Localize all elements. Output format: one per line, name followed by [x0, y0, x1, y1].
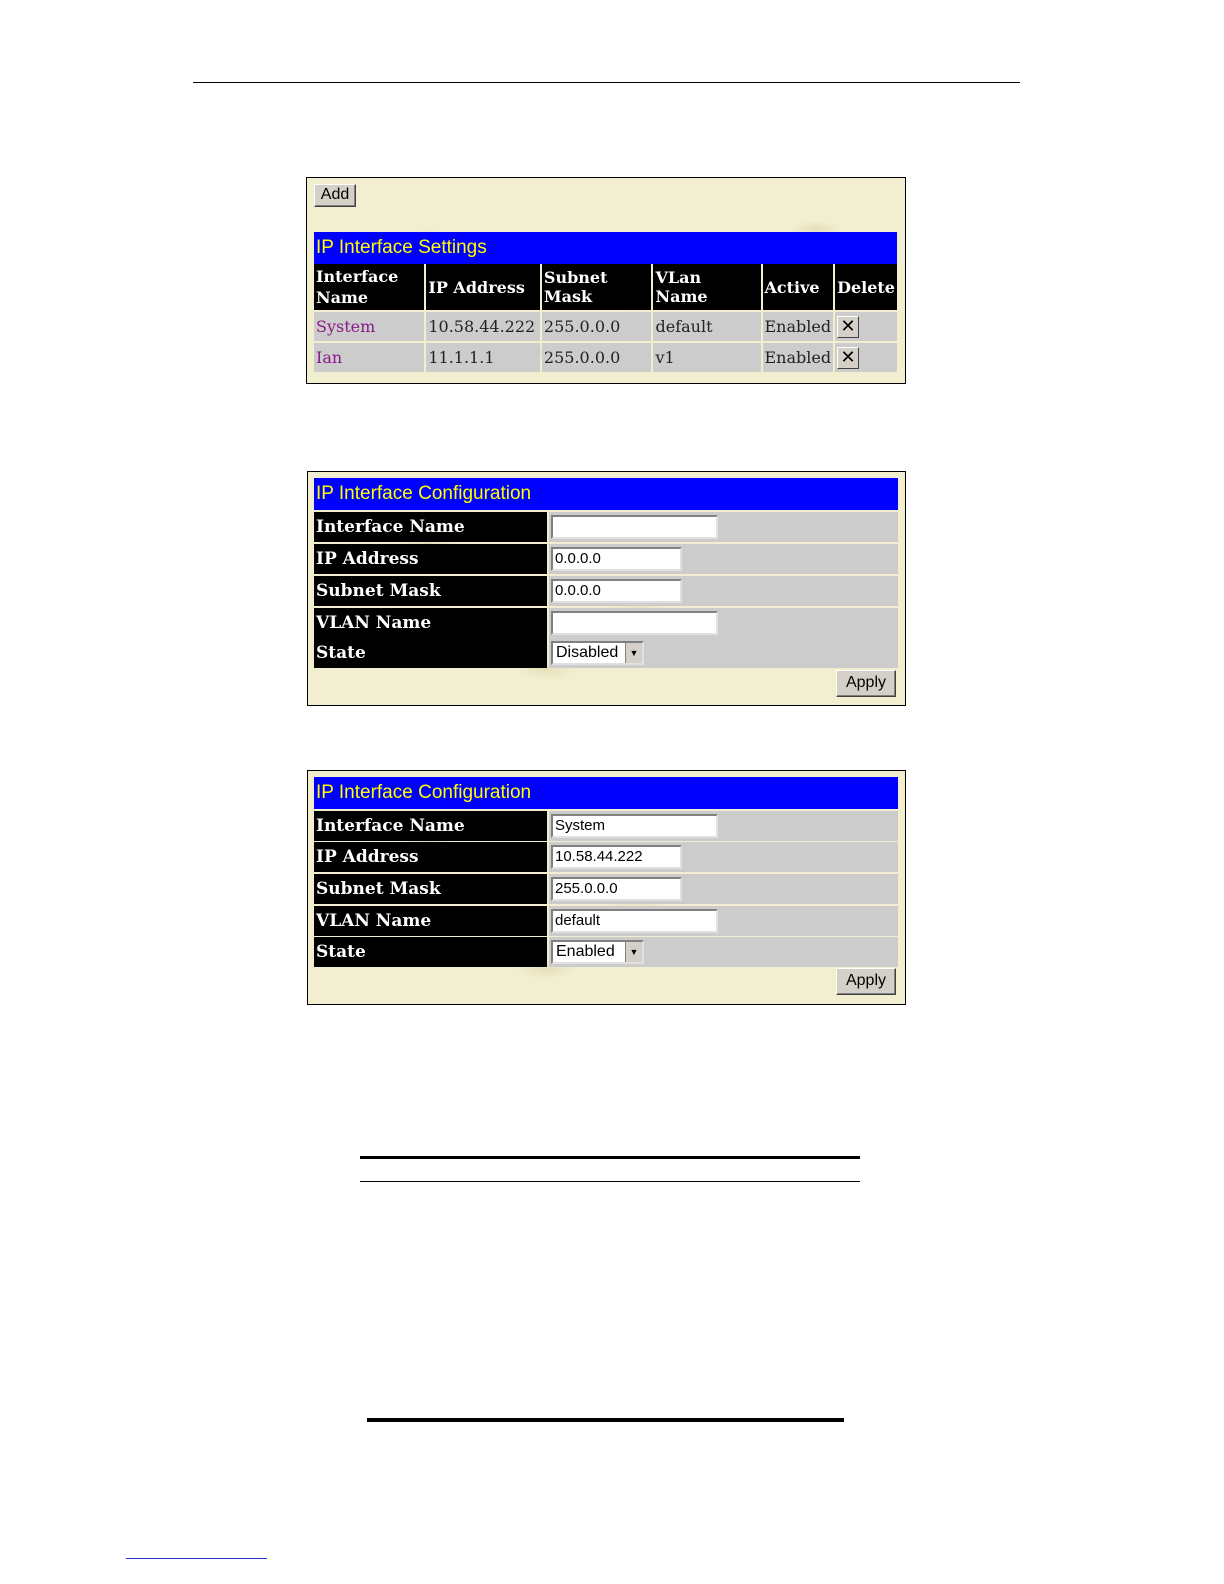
col-active: Active: [763, 264, 834, 310]
apply-button[interactable]: Apply: [836, 968, 896, 995]
interface-link-system[interactable]: System: [314, 312, 424, 341]
footnote-rule: [126, 1558, 267, 1559]
ip-interface-table: [312, 262, 899, 374]
state-select[interactable]: [551, 641, 644, 665]
config-new-title: IP Interface Configuration: [314, 478, 898, 510]
state-select[interactable]: [551, 940, 644, 964]
cell-mask: 255.0.0.0: [542, 343, 652, 372]
label-interface-name: Interface Name: [314, 811, 547, 841]
label-interface-name: Interface Name: [314, 512, 547, 542]
value-cell: [549, 937, 898, 967]
label-ip-address: IP Address: [314, 544, 547, 574]
ip-interface-config-new-panel: [307, 471, 906, 706]
add-button[interactable]: Add: [314, 184, 356, 207]
cell-ip: 11.1.1.1: [426, 343, 540, 372]
ip-interface-config-edit-panel: [307, 770, 906, 1005]
delete-icon[interactable]: ✕: [837, 347, 859, 369]
label-subnet-mask: Subnet Mask: [314, 874, 547, 904]
table-header-row: [314, 264, 897, 310]
cell-ip: 10.58.44.222: [426, 312, 540, 341]
value-cell: [549, 811, 898, 841]
ip-address-input[interactable]: 0.0.0.0: [551, 547, 682, 571]
label-ip-address: IP Address: [314, 842, 547, 872]
col-subnet-mask: Subnet Mask: [542, 264, 652, 310]
label-vlan-name: VLAN Name: [314, 608, 547, 638]
cell-active: Enabled: [763, 312, 834, 341]
subnet-mask-input[interactable]: 255.0.0.0: [551, 877, 682, 901]
value-cell: [549, 512, 898, 542]
subnet-mask-input[interactable]: 0.0.0.0: [551, 579, 682, 603]
value-cell: [549, 874, 898, 904]
value-cell: [549, 608, 898, 638]
interface-link-ian[interactable]: Ian: [314, 343, 424, 372]
interface-name-input[interactable]: [551, 515, 718, 539]
cell-mask: 255.0.0.0: [542, 312, 652, 341]
chevron-down-icon[interactable]: ▼: [625, 643, 642, 663]
value-cell: [549, 576, 898, 606]
apply-button[interactable]: Apply: [836, 670, 896, 697]
col-vlan-name: VLan Name: [653, 264, 760, 310]
col-interface-name: Interface Name: [314, 264, 424, 310]
ip-address-input[interactable]: 10.58.44.222: [551, 845, 682, 869]
col-delete: Delete: [835, 264, 897, 310]
section-rule: [367, 1418, 844, 1422]
label-state: State: [314, 638, 547, 668]
value-cell: [549, 544, 898, 574]
value-cell: [549, 638, 898, 668]
state-select-value: Disabled: [556, 644, 619, 661]
vlan-name-input[interactable]: default: [551, 909, 718, 933]
header-rule: [193, 82, 1020, 83]
cell-vlan: v1: [653, 343, 760, 372]
label-state: State: [314, 937, 547, 967]
interface-name-input[interactable]: System: [551, 814, 718, 838]
value-cell: [549, 842, 898, 872]
col-ip-address: IP Address: [426, 264, 540, 310]
table-bottom-rule: [360, 1181, 860, 1182]
chevron-down-icon[interactable]: ▼: [625, 942, 642, 962]
cell-vlan: default: [653, 312, 760, 341]
cell-active: Enabled: [763, 343, 834, 372]
label-vlan-name: VLAN Name: [314, 906, 547, 936]
cell-delete: [835, 312, 897, 341]
config-edit-title: IP Interface Configuration: [314, 777, 898, 809]
state-select-value: Enabled: [556, 943, 615, 960]
cell-delete: [835, 343, 897, 372]
table-row: [314, 343, 897, 372]
settings-title: IP Interface Settings: [314, 232, 897, 264]
ip-interface-settings-panel: [306, 177, 906, 384]
table-row: [314, 312, 897, 341]
table-top-rule: [360, 1156, 860, 1159]
value-cell: [549, 906, 898, 936]
label-subnet-mask: Subnet Mask: [314, 576, 547, 606]
delete-icon[interactable]: ✕: [837, 316, 859, 338]
vlan-name-input[interactable]: [551, 611, 718, 635]
